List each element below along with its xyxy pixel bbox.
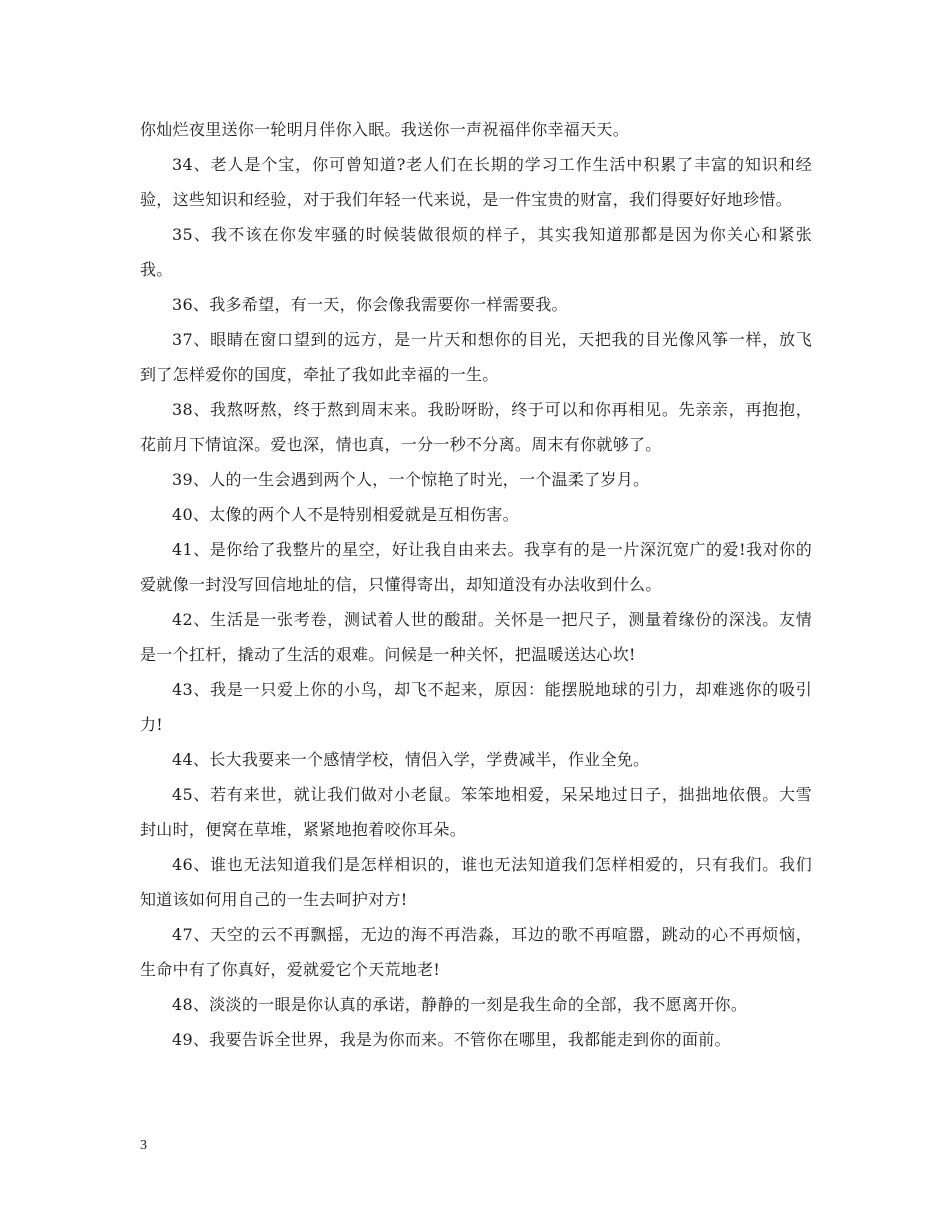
page-body	[140, 112, 812, 1057]
paragraph: 你灿烂夜里送你一轮明月伴你入眠。我送你一声祝福伴你幸福天天。	[140, 120, 630, 139]
paragraph: 41、是你给了我整片的星空，好让我自由来去。我享有的是一片深沉宽广的爱!我对你的爱就像一封没写回信地址的信，只懂得寄出，却知道没有办法收到什么。	[140, 540, 812, 594]
paragraph: 44、长大我要来一个感情学校，情侣入学，学费减半，作业全免。	[172, 750, 650, 769]
paragraph: 35、我不该在你发牢骚的时候装做很烦的样子，其实我知道那都是因为你关心和紧张我。	[140, 225, 812, 279]
page-number: 3	[140, 1138, 147, 1153]
paragraph: 40、太像的两个人不是特别相爱就是互相伤害。	[172, 505, 519, 524]
paragraph: 34、老人是个宝，你可曾知道?老人们在长期的学习工作生活中积累了丰富的知识和经验，这些知识和经验，对于我们年轻一代来说，是一件宝贵的财富，我们得要好好地珍惜。	[140, 155, 812, 209]
paragraph: 48、淡淡的一眼是你认真的承诺，静静的一刻是我生命的全部，我不愿离开你。	[172, 995, 748, 1014]
paragraph: 37、眼睛在窗口望到的远方，是一片天和想你的目光，天把我的目光像风筝一样，放飞到了怎样爱你的国度，牵扯了我如此幸福的一生。	[140, 330, 812, 384]
paragraph: 45、若有来世，就让我们做对小老鼠。笨笨地相爱，呆呆地过日子，拙拙地依偎。大雪封山时，便窝在草堆，紧紧地抱着咬你耳朵。	[140, 785, 812, 839]
paragraph: 39、人的一生会遇到两个人，一个惊艳了时光，一个温柔了岁月。	[172, 470, 650, 489]
paragraph: 49、我要告诉全世界，我是为你而来。不管你在哪里，我都能走到你的面前。	[172, 1030, 731, 1049]
paragraph: 43、我是一只爱上你的小鸟，却飞不起来，原因：能摆脱地球的引力，却难逃你的吸引力!	[140, 680, 812, 734]
paragraph: 38、我熬呀熬，终于熬到周末来。我盼呀盼，终于可以和你再相见。先亲亲，再抱抱，花前月下情谊深。爱也深，情也真，一分一秒不分离。周末有你就够了。	[140, 400, 812, 454]
paragraph: 47、天空的云不再飘摇，无边的海不再浩淼，耳边的歌不再喧嚣，跳动的心不再烦恼，生命中有了你真好，爱就爱它个天荒地老!	[140, 925, 812, 979]
paragraph: 36、我多希望，有一天，你会像我需要你一样需要我。	[172, 295, 568, 314]
paragraph: 46、谁也无法知道我们是怎样相识的，谁也无法知道我们怎样相爱的，只有我们。我们知道该如何用自己的一生去呵护对方!	[140, 855, 812, 909]
paragraph: 42、生活是一张考卷，测试着人世的酸甜。关怀是一把尺子，测量着缘份的深浅。友情是一个扛杆，撬动了生活的艰难。问候是一种关怀，把温暖送达心坎!	[140, 610, 812, 664]
